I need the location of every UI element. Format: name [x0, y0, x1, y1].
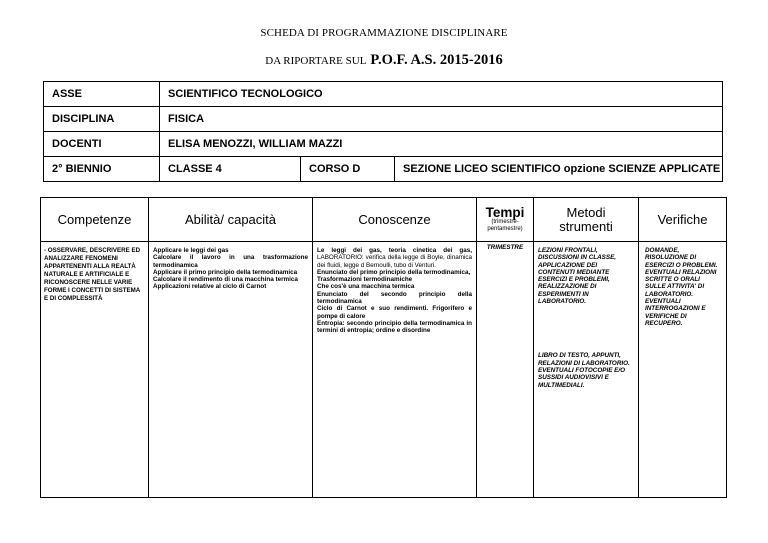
conoscenze-item: Entropia: secondo principio della termodinamica in termini di entropia; ordine e disordine: [317, 319, 472, 335]
document-subtitle: [0, 51, 768, 69]
biennio-label: 2° BIENNIO: [44, 157, 160, 182]
abilita-item: Applicazioni relative al ciclo di Carnot: [153, 283, 267, 291]
asse-value: SCIENTIFICO TECNOLOGICO: [160, 82, 723, 107]
metodi-text: LEZIONI FRONTALI, DISCUSSIONI IN CLASSE, APPLICAZIONE DEI CONTENUTI MEDIANTE ESERCIZI E PROBLEMI, REALIZZAZIONE DI ESPERIMENTI IN LABORATORIO.: [538, 247, 617, 306]
sezione-value: SEZIONE LICEO SCIENTIFICO opzione SCIENZE APPLICATE: [395, 157, 723, 182]
col-tempi: [477, 198, 534, 242]
conoscenze-item: Enunciato del primo principio della termodinamica,: [317, 268, 471, 276]
verifiche-heading: Verifiche: [657, 211, 708, 227]
info-table: [43, 81, 723, 182]
strumenti-text: LIBRO DI TESTO, APPUNTI, RELAZIONI DI LABORATORIO. EVENTUALI FOTOCOPIE E/O SUSSIDI AUDIOVISIVI E MULTIMEDIALI.: [538, 352, 630, 389]
conoscenze-item: Trasformazioni termodinamiche: [317, 276, 413, 284]
strumenti-heading: strumenti: [559, 218, 613, 234]
header-row: [41, 198, 727, 242]
col-metodi: [534, 198, 639, 242]
conoscenze-item: Ciclo di Carnot e suo rendimenti. Frigorifero e pompe di calore: [317, 305, 472, 320]
conoscenze-item: Che cos'è una macchina termica: [317, 283, 415, 291]
conoscenze-item: Enunciato del secondo principio della termodinamica: [317, 290, 472, 306]
disciplina-label: DISCIPLINA: [44, 107, 160, 132]
document-title: SCHEDA DI PROGRAMMAZIONE DISCIPLINARE: [260, 27, 508, 39]
col-verifiche: [639, 198, 727, 242]
classe-value: CLASSE 4: [160, 157, 301, 182]
col-conoscenze: [313, 198, 477, 242]
abilita-item: Calcolare il rendimento di una macchina termica: [153, 276, 298, 284]
metodi-cell: [534, 242, 639, 498]
conoscenze-heading: Conoscenze: [358, 211, 431, 227]
subtitle-prefix: DA RIPORTARE SUL: [265, 55, 367, 67]
docenti-label: DOCENTI: [44, 132, 160, 157]
competenze-heading: Competenze: [57, 211, 132, 227]
tempi-subheading: (trimestre-pentamestre): [487, 219, 523, 232]
row-asse: [44, 82, 723, 107]
row-biennio: [44, 157, 723, 182]
tempi-cell: TRIMESTRE: [477, 242, 534, 498]
asse-label: ASSE: [44, 82, 160, 107]
abilita-cell: [149, 242, 313, 498]
abilita-item: Calcolare il lavoro in una trasformazione termodinamica: [153, 254, 308, 269]
conoscenze-intro: [317, 247, 472, 269]
abilita-item: Applicare le leggi dei gas: [153, 247, 229, 254]
programma-table: [40, 197, 727, 498]
row-docenti: [44, 132, 723, 157]
corso-value: CORSO D: [301, 157, 395, 182]
abilita-heading: Abilità/ capacità: [184, 211, 277, 227]
subtitle-pof: P.O.F. A.S. 2015-2016: [370, 52, 503, 68]
col-abilita: [149, 198, 313, 242]
verifiche-cell: DOMANDE, RISOLUZIONE DI ESERCIZI O PROBLEMI. EVENTUALI RELAZIONI SCRITTE O ORALI SULLE ATTIVITA' DI LABORATORIO. EVENTUALI INTERROGAZIONI E VERIFICHE DI RECUPERO.: [639, 242, 727, 498]
content-row: [41, 242, 727, 498]
conoscenze-cell: [313, 242, 477, 498]
col-competenze: [41, 198, 149, 242]
docenti-value: ELISA MENOZZI, WILLIAM MAZZI: [160, 132, 723, 157]
metodi-spacer: [538, 305, 634, 352]
disciplina-value: FISICA: [160, 107, 723, 132]
conoscenze-intro-normal: LABORATORIO: verifica della legge di Boyle, dinamica dei fluidi, legge d Bernoulli, tubo di Venturi.: [317, 254, 472, 269]
tempi-heading: Tempi: [485, 205, 525, 220]
conoscenze-intro-bold: Le leggi dei gas, teoria cinetica dei gas,: [317, 247, 472, 254]
competenze-cell: - OSSERVARE, DESCRIVERE ED ANALIZZARE FENOMENI APPARTENENTI ALLA REALTÀ NATURALE E ARTIFICIALE E RICONOSCERE NELLE VARIE FORME I CONCETTI DI SISTEMA E DI COMPLESSITÀ: [41, 242, 149, 498]
metodi-heading: Metodi: [566, 204, 606, 220]
abilita-item: Applicare il primo principio della termodinamica: [153, 268, 298, 276]
row-disciplina: [44, 107, 723, 132]
